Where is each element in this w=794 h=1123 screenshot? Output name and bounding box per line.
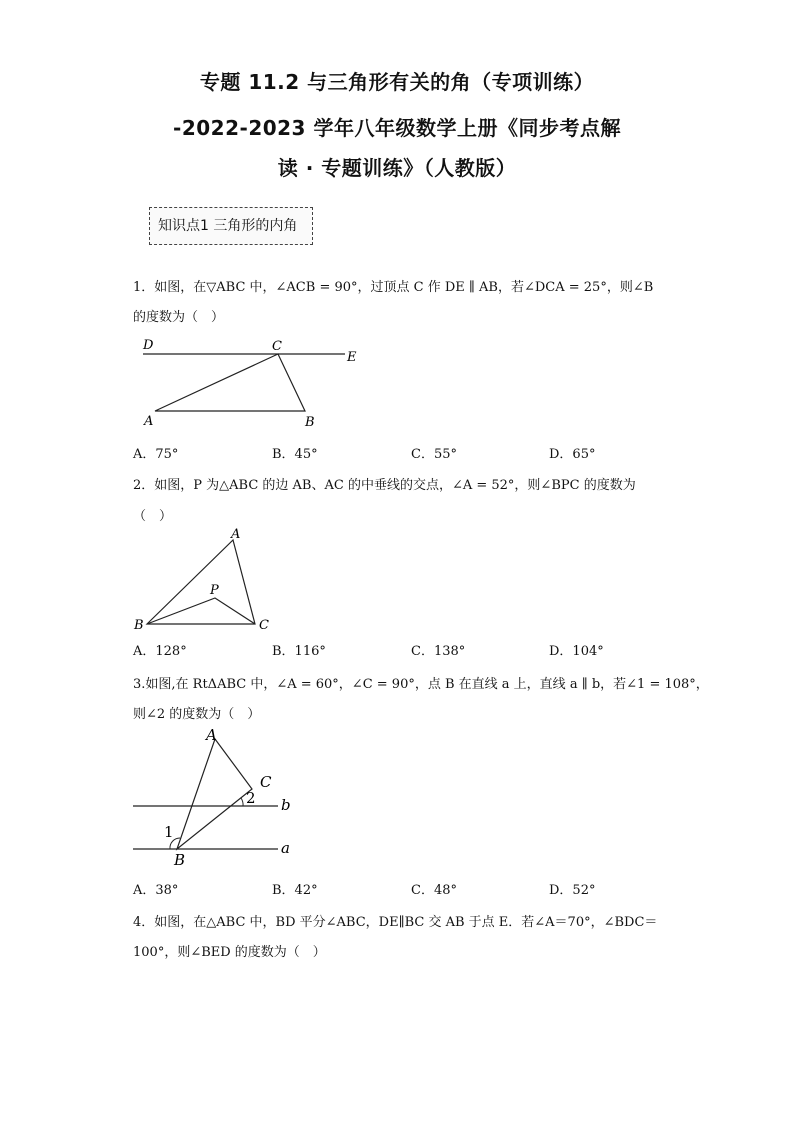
q4-stem-line1: 4．如图，在△ABC 中，BD 平分∠ABC，DE∥BC 交 AB 于点 E．若∠A＝70°，∠BDC＝ — [133, 915, 658, 930]
label-A: A — [231, 527, 241, 542]
label-A: A — [144, 414, 154, 429]
q3-figure — [128, 725, 303, 870]
q2-option-b[interactable]: B．116° — [272, 644, 326, 659]
q3-option-a[interactable]: A．38° — [133, 883, 179, 898]
q1-stem-line2: 的度数为（ ） — [133, 310, 225, 325]
q3-stem-line2: 则∠2 的度数为（ ） — [133, 707, 261, 722]
q1-option-a[interactable]: A．75° — [133, 447, 179, 462]
q1-option-c[interactable]: C．55° — [411, 447, 457, 462]
q2-option-c[interactable]: C．138° — [411, 644, 466, 659]
q2-option-d[interactable]: D．104° — [549, 644, 604, 659]
label-C: C — [260, 773, 272, 791]
q3-option-c[interactable]: C．48° — [411, 883, 457, 898]
q3-option-b[interactable]: B．42° — [272, 883, 318, 898]
q2-stem-line2: （ ） — [133, 509, 173, 524]
label-angle-1: 1 — [164, 823, 174, 841]
label-b: b — [281, 796, 291, 814]
q1-figure — [135, 335, 375, 435]
label-B: B — [174, 851, 186, 869]
title-line-3: 读 · 专题训练》（人教版） — [277, 156, 517, 180]
q3-stem-line1: 3.如图,在 RtΔABC 中，∠A = 60°，∠C = 90°，点 B 在直线 a 上，直线 a ∥ b，若∠1 = 108°， — [133, 677, 709, 692]
label-C: C — [259, 618, 269, 633]
label-B: B — [305, 415, 315, 430]
q1-option-d[interactable]: D．65° — [549, 447, 596, 462]
label-angle-2: 2 — [246, 789, 256, 807]
label-a: a — [281, 839, 290, 857]
q2-figure — [130, 523, 280, 633]
label-C: C — [272, 339, 282, 354]
q2-option-a[interactable]: A．128° — [133, 644, 187, 659]
label-B: B — [134, 618, 144, 633]
label-E: E — [347, 350, 357, 365]
label-P: P — [210, 583, 219, 598]
title-line-1: 专题 11.2 与三角形有关的角（专项训练） — [199, 70, 595, 94]
q1-stem-line1: 1．如图，在▽ABC 中，∠ACB = 90°，过顶点 C 作 DE ∥ AB，若∠DCA = 25°，则∠B — [133, 280, 654, 295]
knowledge-point-box: 知识点1 三角形的内角 — [149, 207, 313, 245]
q3-option-d[interactable]: D．52° — [549, 883, 596, 898]
q1-option-b[interactable]: B．45° — [272, 447, 318, 462]
label-D: D — [143, 338, 154, 353]
title-line-2: -2022-2023 学年八年级数学上册《同步考点解 — [173, 116, 621, 140]
label-A: A — [206, 726, 217, 744]
q2-stem-line1: 2．如图，P 为△ABC 的边 AB、AC 的中垂线的交点，∠A = 52°，则∠BPC 的度数为 — [133, 478, 636, 493]
q4-stem-line2: 100°，则∠BED 的度数为（ ） — [133, 945, 326, 960]
